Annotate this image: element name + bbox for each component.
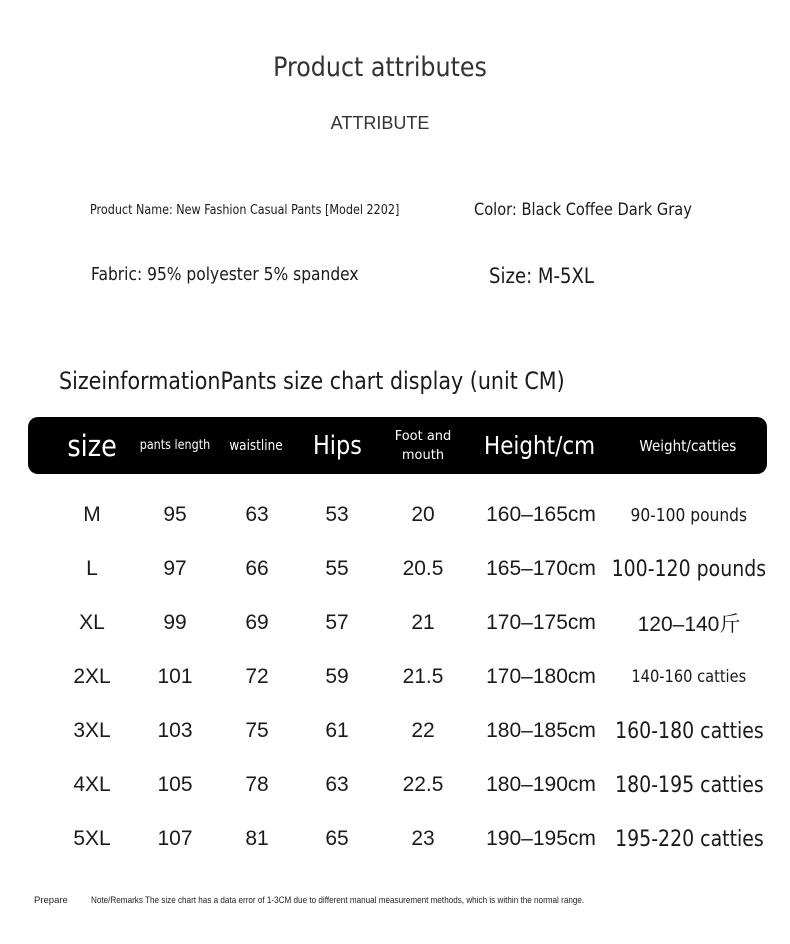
cell-height: 180–190cm: [486, 773, 596, 796]
cell-hips: 57: [325, 611, 349, 634]
page-title: Product attributes: [273, 52, 487, 83]
cell-weight-text: 140-160 catties: [631, 667, 747, 687]
product-fabric: Fabric: 95% polyester 5% spandex: [91, 264, 359, 285]
cell-weight-text: 100-120 pounds: [611, 556, 767, 582]
remarks-note: [91, 895, 668, 906]
cell-weight-text: 180-195 catties: [614, 772, 764, 798]
cell-height: 165–170cm: [486, 557, 596, 580]
cell-foot-mouth: 20.5: [402, 557, 444, 580]
column-header-foot-mouth: Foot and mouth: [394, 428, 452, 463]
cell-hips: 55: [325, 557, 349, 580]
cell-weight: [614, 657, 764, 697]
cell-hips: 65: [325, 827, 349, 850]
table-row: [0, 711, 790, 751]
cell-size: 4XL: [73, 773, 111, 796]
cell-hips: 53: [325, 503, 349, 526]
cell-waistline: 81: [245, 827, 269, 850]
column-header-hips: Hips: [312, 430, 362, 461]
remarks-note-text: Note/Remarks The size chart has a data error of 1-3CM due to different manual measurement methods, which is within the normal range.: [91, 895, 585, 906]
cell-foot-mouth: 20: [411, 503, 435, 526]
cell-weight-text: 90-100 pounds: [630, 504, 748, 526]
cell-size: L: [86, 557, 98, 580]
cell-size: M: [83, 503, 101, 526]
cell-pants-length: 105: [157, 773, 193, 796]
cell-weight: [614, 495, 764, 535]
page-subtitle: ATTRIBUTE: [330, 113, 430, 133]
cell-size: 5XL: [73, 827, 111, 850]
table-row: [0, 819, 790, 859]
cell-size: XL: [79, 611, 105, 634]
cell-waistline: 78: [245, 773, 269, 796]
cell-weight: [611, 549, 767, 589]
table-row: [0, 603, 790, 643]
cell-weight: [614, 765, 764, 805]
column-header-size: size: [67, 428, 117, 463]
cell-height: 180–185cm: [486, 719, 596, 742]
cell-waistline: 72: [245, 665, 269, 688]
cell-waistline: 75: [245, 719, 269, 742]
size-chart-header: [28, 417, 767, 474]
cell-weight: [614, 711, 764, 751]
product-name: Product Name: New Fashion Casual Pants [Model 2202]: [90, 203, 400, 218]
cell-height: 160–165cm: [486, 503, 596, 526]
cell-waistline: 66: [245, 557, 269, 580]
cell-hips: 61: [325, 719, 349, 742]
size-chart-title: SizeinformationPants size chart display (unit CM): [59, 367, 565, 395]
column-header-height: Height/cm: [484, 431, 596, 460]
cell-pants-length: 107: [157, 827, 193, 850]
cell-weight: [614, 819, 764, 859]
prepare-label: Prepare: [34, 895, 68, 906]
cell-weight-text: 160-180 catties: [614, 718, 764, 744]
cell-foot-mouth: 22: [411, 719, 435, 742]
cell-size: 2XL: [73, 665, 111, 688]
column-header-pants-length: pants length: [139, 438, 211, 453]
product-size-range: Size: M-5XL: [489, 264, 594, 288]
cell-foot-mouth: 21.5: [402, 665, 444, 688]
cell-pants-length: 101: [157, 665, 193, 688]
cell-foot-mouth: 23: [411, 827, 435, 850]
cell-foot-mouth: 21: [411, 611, 435, 634]
cell-pants-length: 99: [163, 611, 187, 634]
cell-height: 170–175cm: [486, 611, 596, 634]
cell-weight: 120–140斤: [637, 613, 741, 636]
cell-waistline: 69: [245, 611, 269, 634]
cell-pants-length: 95: [163, 503, 187, 526]
cell-height: 190–195cm: [486, 827, 596, 850]
table-row: [0, 765, 790, 805]
cell-size: 3XL: [73, 719, 111, 742]
product-color: Color: Black Coffee Dark Gray: [474, 200, 692, 220]
cell-foot-mouth: 22.5: [402, 773, 444, 796]
table-row: [0, 657, 790, 697]
cell-hips: 59: [325, 665, 349, 688]
cell-pants-length: 97: [163, 557, 187, 580]
cell-weight-text: 195-220 catties: [614, 826, 764, 852]
column-header-waistline: waistline: [229, 437, 283, 454]
table-row: [0, 549, 790, 589]
cell-height: 170–180cm: [486, 665, 596, 688]
table-row: [0, 495, 790, 535]
cell-pants-length: 103: [157, 719, 193, 742]
column-header-weight: Weight/catties: [639, 436, 737, 455]
cell-hips: 63: [325, 773, 349, 796]
cell-waistline: 63: [245, 503, 269, 526]
